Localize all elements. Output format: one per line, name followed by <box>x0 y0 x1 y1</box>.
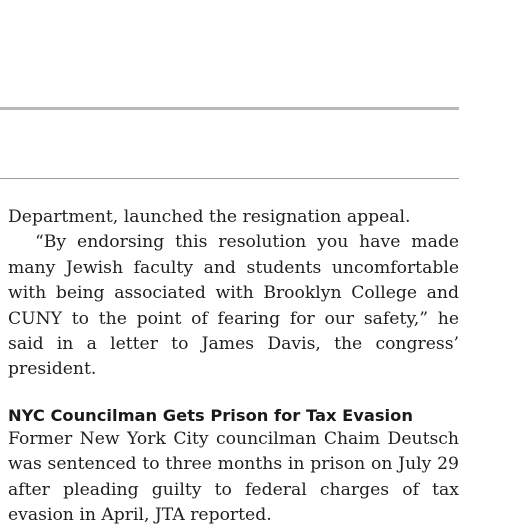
article-column <box>8 205 459 528</box>
article-paragraph-lead: Former New York City councilman Chaim Deutsch was sentenced to three months in prison on July 29 after pleading guilty to federal charges of tax evasion in April, JTA reported. <box>8 428 459 526</box>
article-paragraph: Department, launched the resignation appeal. <box>8 207 411 227</box>
article-headline: NYC Councilman Gets Prison for Tax Evasion <box>8 405 413 425</box>
section-divider-thick <box>0 107 459 110</box>
section-divider-thin <box>0 178 459 179</box>
article-paragraph-quote: “By endorsing this resolution you have made many Jewish faculty and students uncomfortable with being associated with Brooklyn College and CUNY to the point of fearing for our safety,” he said in a letter to James Davis, the congress’ president. <box>8 232 459 380</box>
